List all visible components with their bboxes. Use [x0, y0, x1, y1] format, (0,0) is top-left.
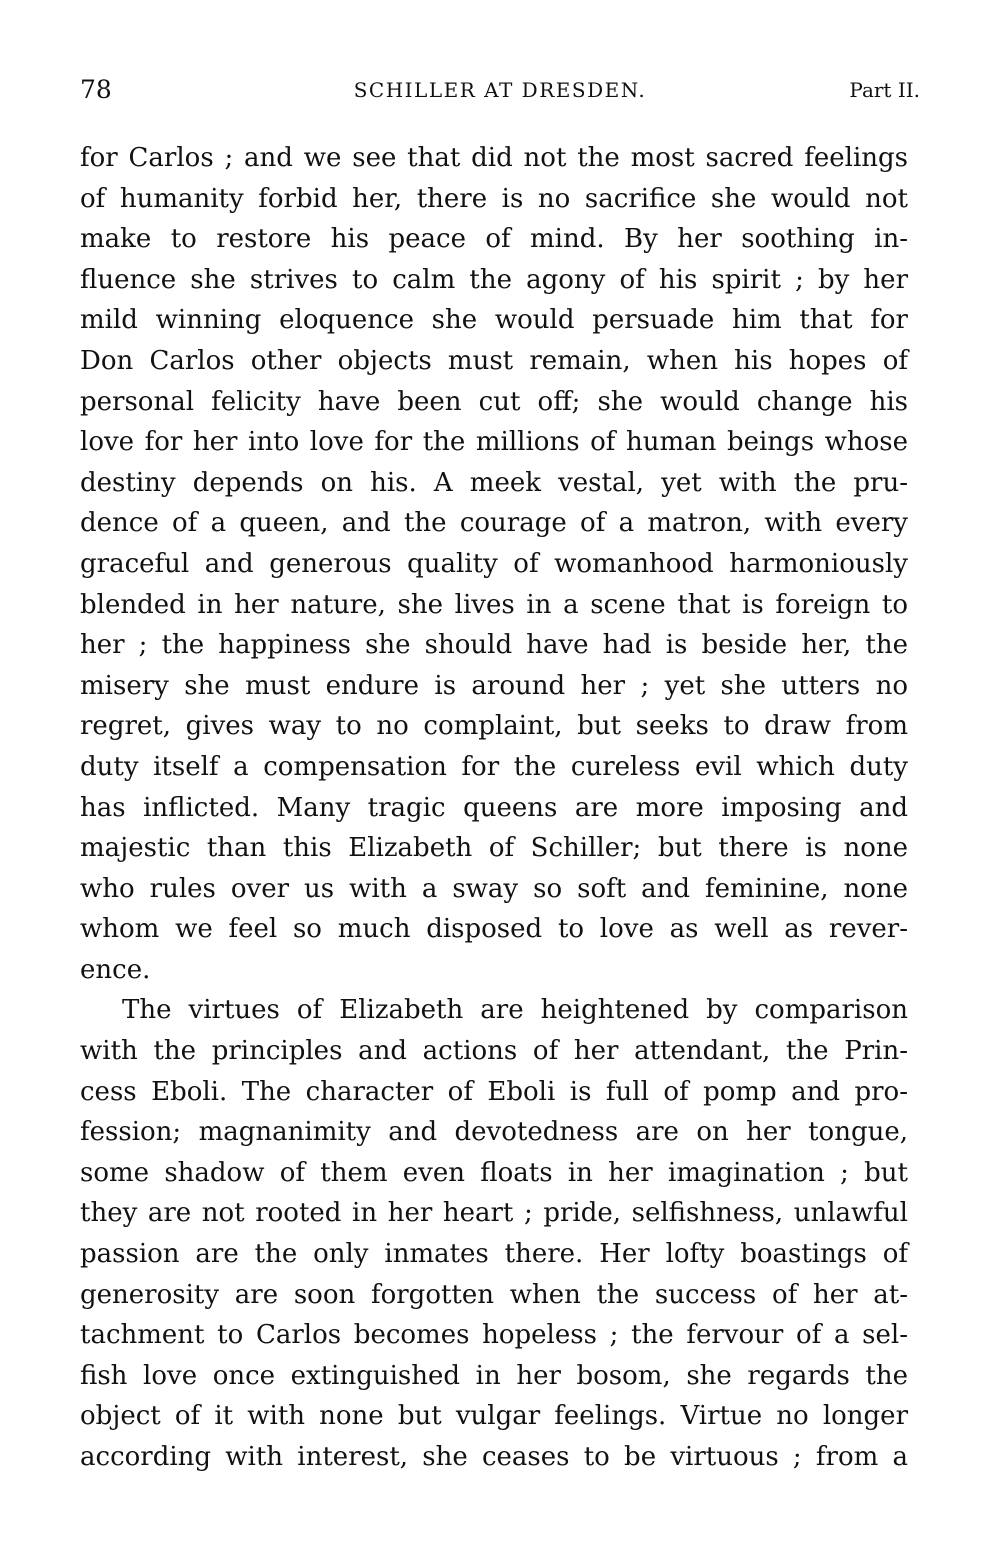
text-line: personal felicity have been cut off; she would change his: [80, 386, 908, 417]
text-line: for Carlos ; and we see that did not the most sacred feelings: [80, 143, 908, 173]
text-line: has inflicted. Many tragic queens are more imposing and: [80, 792, 908, 823]
text-line: cess Eboli. The character of Eboli is full of pomp and pro-: [80, 1076, 908, 1107]
text-line: her ; the happiness she should have had is beside her, the: [80, 630, 908, 661]
text-line: Don Carlos other objects must remain, when his hopes of: [80, 345, 908, 376]
text-line: they are not rooted in her heart ; pride, selfishness, unlawful: [80, 1198, 908, 1229]
text-line: duty itself a compensation for the cureless evil which duty: [80, 751, 908, 782]
text-line: who rules over us with a sway so soft and feminine, none: [80, 873, 908, 904]
text-line: some shadow of them even floats in her imagination ; but: [80, 1157, 908, 1188]
text-line: destiny depends on his. A meek vestal, yet with the pru-: [80, 467, 908, 498]
text-line: graceful and generous quality of womanhood harmoniously: [80, 548, 908, 579]
text-line: mild winning eloquence she would persuade him that for: [80, 305, 908, 336]
text-line: generosity are soon forgotten when the success of her at-: [80, 1279, 908, 1310]
text-line: blended in her nature, she lives in a scene that is foreign to: [80, 589, 908, 620]
text-line: of humanity forbid her, there is no sacrifice she would not: [80, 183, 908, 214]
text-line: majestic than this Elizabeth of Schiller; but there is none: [80, 833, 908, 864]
text-line: passion are the only inmates there. Her lofty boastings of: [80, 1239, 908, 1270]
text-line: fluence she strives to calm the agony of his spirit ; by her: [80, 264, 908, 295]
text-line: fession; magnanimity and devotedness are on her tongue,: [80, 1117, 908, 1148]
text-line: regret, gives way to no complaint, but seeks to draw from: [80, 711, 908, 742]
text-line: love for her into love for the millions of human beings whose: [80, 427, 908, 458]
text-line: dence of a queen, and the courage of a matron, with every: [80, 508, 908, 539]
body-text: [80, 138, 908, 1478]
running-title: SCHILLER AT DRESDEN.: [353, 78, 647, 102]
paragraph-end-line: ence.: [80, 954, 151, 985]
text-line: fish love once extinguished in her bosom, she regards the: [80, 1360, 908, 1391]
page-number: 78: [80, 75, 112, 104]
text-line: object of it with none but vulgar feelings. Virtue no longer: [80, 1401, 908, 1432]
text-line: make to restore his peace of mind. By her soothing in-: [80, 224, 908, 255]
running-head: [80, 72, 920, 108]
part-label: Part II.: [849, 78, 920, 102]
paragraph-start-line: The virtues of Elizabeth are heightened by comparison: [122, 995, 908, 1026]
text-line: with the principles and actions of her attendant, the Prin-: [80, 1036, 908, 1067]
text-line: tachment to Carlos becomes hopeless ; the fervour of a sel-: [80, 1320, 908, 1351]
text-line: whom we feel so much disposed to love as well as rever-: [80, 914, 908, 945]
text-line: according with interest, she ceases to be virtuous ; from a: [80, 1442, 908, 1472]
text-line: misery she must endure is around her ; yet she utters no: [80, 670, 908, 701]
